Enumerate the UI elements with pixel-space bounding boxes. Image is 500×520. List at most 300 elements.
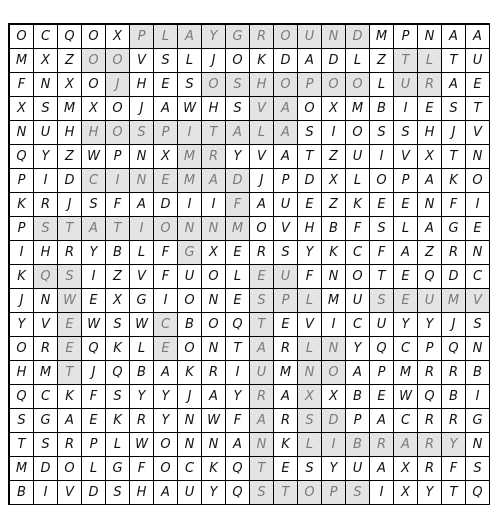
grid-cell[interactable]: S — [34, 97, 58, 121]
grid-cell[interactable]: V — [298, 313, 322, 337]
grid-cell[interactable]: R — [442, 241, 466, 265]
grid-cell[interactable]: L — [370, 73, 394, 97]
grid-cell[interactable]: P — [10, 217, 34, 241]
grid-cell[interactable]: Y — [202, 25, 226, 49]
grid-cell[interactable]: C — [466, 265, 490, 289]
grid-cell[interactable]: O — [466, 169, 490, 193]
grid-cell[interactable]: A — [226, 433, 250, 457]
grid-cell[interactable]: F — [106, 193, 130, 217]
grid-cell[interactable]: U — [274, 193, 298, 217]
grid-cell[interactable]: S — [58, 265, 82, 289]
grid-cell[interactable]: H — [250, 73, 274, 97]
grid-cell[interactable]: R — [250, 25, 274, 49]
grid-cell[interactable]: S — [250, 289, 274, 313]
grid-cell[interactable]: F — [154, 265, 178, 289]
grid-cell[interactable]: S — [226, 97, 250, 121]
grid-cell[interactable]: S — [82, 193, 106, 217]
grid-cell[interactable]: H — [130, 481, 154, 505]
grid-cell[interactable]: V — [274, 217, 298, 241]
grid-cell[interactable]: V — [130, 265, 154, 289]
grid-cell[interactable]: N — [418, 25, 442, 49]
grid-cell[interactable]: W — [178, 97, 202, 121]
grid-cell[interactable]: T — [58, 361, 82, 385]
grid-cell[interactable]: Y — [154, 409, 178, 433]
grid-cell[interactable]: S — [106, 481, 130, 505]
grid-cell[interactable]: S — [370, 121, 394, 145]
grid-cell[interactable]: R — [202, 145, 226, 169]
grid-cell[interactable]: M — [226, 217, 250, 241]
grid-cell[interactable]: O — [10, 25, 34, 49]
grid-cell[interactable]: F — [10, 73, 34, 97]
grid-cell[interactable]: I — [178, 193, 202, 217]
grid-cell[interactable]: A — [202, 385, 226, 409]
grid-cell[interactable]: A — [418, 169, 442, 193]
grid-cell[interactable]: A — [202, 169, 226, 193]
grid-cell[interactable]: O — [178, 337, 202, 361]
grid-cell[interactable]: L — [154, 25, 178, 49]
grid-cell[interactable]: E — [154, 73, 178, 97]
grid-cell[interactable]: K — [58, 385, 82, 409]
grid-cell[interactable]: X — [394, 481, 418, 505]
grid-cell[interactable]: M — [34, 361, 58, 385]
grid-cell[interactable]: S — [226, 73, 250, 97]
grid-cell[interactable]: P — [274, 289, 298, 313]
grid-cell[interactable]: H — [34, 241, 58, 265]
grid-cell[interactable]: F — [442, 457, 466, 481]
grid-cell[interactable]: Z — [322, 145, 346, 169]
grid-cell[interactable]: V — [394, 145, 418, 169]
grid-cell[interactable]: N — [250, 433, 274, 457]
grid-cell[interactable]: X — [34, 49, 58, 73]
grid-cell[interactable]: P — [154, 121, 178, 145]
grid-cell[interactable]: F — [82, 385, 106, 409]
grid-cell[interactable]: S — [274, 241, 298, 265]
grid-cell[interactable]: X — [106, 25, 130, 49]
grid-cell[interactable]: M — [178, 169, 202, 193]
grid-cell[interactable]: B — [466, 361, 490, 385]
grid-cell[interactable]: R — [370, 433, 394, 457]
grid-cell[interactable]: L — [250, 121, 274, 145]
grid-cell[interactable]: R — [34, 337, 58, 361]
grid-cell[interactable]: S — [106, 385, 130, 409]
grid-cell[interactable]: N — [130, 169, 154, 193]
grid-cell[interactable]: H — [82, 121, 106, 145]
grid-cell[interactable]: Z — [58, 49, 82, 73]
grid-cell[interactable]: B — [442, 385, 466, 409]
grid-cell[interactable]: R — [58, 433, 82, 457]
grid-cell[interactable]: A — [346, 361, 370, 385]
grid-cell[interactable]: U — [250, 361, 274, 385]
grid-cell[interactable]: E — [466, 73, 490, 97]
grid-cell[interactable]: X — [10, 97, 34, 121]
grid-cell[interactable]: L — [346, 49, 370, 73]
grid-cell[interactable]: S — [370, 289, 394, 313]
grid-cell[interactable]: O — [106, 97, 130, 121]
grid-cell[interactable]: R — [34, 193, 58, 217]
grid-cell[interactable]: N — [178, 217, 202, 241]
grid-cell[interactable]: K — [10, 193, 34, 217]
grid-cell[interactable]: A — [274, 97, 298, 121]
grid-cell[interactable]: E — [154, 169, 178, 193]
grid-cell[interactable]: E — [370, 193, 394, 217]
grid-cell[interactable]: O — [274, 73, 298, 97]
grid-cell[interactable]: S — [154, 49, 178, 73]
grid-cell[interactable]: Q — [10, 145, 34, 169]
grid-cell[interactable]: M — [370, 25, 394, 49]
grid-cell[interactable]: P — [82, 433, 106, 457]
grid-cell[interactable]: A — [250, 409, 274, 433]
grid-cell[interactable]: A — [178, 25, 202, 49]
grid-cell[interactable]: R — [202, 361, 226, 385]
grid-cell[interactable]: F — [442, 193, 466, 217]
grid-cell[interactable]: A — [154, 97, 178, 121]
grid-cell[interactable]: O — [10, 337, 34, 361]
grid-cell[interactable]: L — [298, 337, 322, 361]
grid-cell[interactable]: U — [346, 457, 370, 481]
grid-cell[interactable]: Z — [58, 145, 82, 169]
grid-cell[interactable]: L — [82, 457, 106, 481]
grid-cell[interactable]: Y — [418, 313, 442, 337]
grid-cell[interactable]: O — [202, 265, 226, 289]
grid-cell[interactable]: I — [178, 121, 202, 145]
grid-cell[interactable]: H — [202, 97, 226, 121]
grid-cell[interactable]: D — [346, 25, 370, 49]
grid-cell[interactable]: N — [202, 433, 226, 457]
grid-cell[interactable]: N — [34, 289, 58, 313]
grid-cell[interactable]: C — [346, 313, 370, 337]
grid-cell[interactable]: S — [250, 481, 274, 505]
grid-cell[interactable]: E — [394, 265, 418, 289]
grid-cell[interactable]: C — [346, 241, 370, 265]
grid-cell[interactable]: F — [154, 241, 178, 265]
grid-cell[interactable]: R — [442, 409, 466, 433]
grid-cell[interactable]: X — [82, 97, 106, 121]
grid-cell[interactable]: R — [250, 241, 274, 265]
grid-cell[interactable]: M — [274, 361, 298, 385]
grid-cell[interactable]: F — [226, 409, 250, 433]
grid-cell[interactable]: K — [346, 193, 370, 217]
grid-cell[interactable]: N — [34, 73, 58, 97]
grid-cell[interactable]: D — [58, 169, 82, 193]
grid-cell[interactable]: O — [106, 49, 130, 73]
grid-cell[interactable]: E — [154, 337, 178, 361]
grid-cell[interactable]: S — [34, 217, 58, 241]
grid-cell[interactable]: O — [154, 433, 178, 457]
grid-cell[interactable]: Y — [154, 385, 178, 409]
grid-cell[interactable]: L — [418, 49, 442, 73]
grid-cell[interactable]: X — [202, 241, 226, 265]
grid-cell[interactable]: S — [298, 457, 322, 481]
grid-cell[interactable]: B — [346, 385, 370, 409]
grid-cell[interactable]: U — [178, 481, 202, 505]
grid-cell[interactable]: Q — [34, 265, 58, 289]
grid-cell[interactable]: E — [250, 265, 274, 289]
grid-cell[interactable]: A — [394, 433, 418, 457]
grid-cell[interactable]: O — [298, 481, 322, 505]
grid-cell[interactable]: G — [130, 289, 154, 313]
grid-cell[interactable]: O — [202, 73, 226, 97]
grid-cell[interactable]: F — [130, 457, 154, 481]
grid-cell[interactable]: J — [130, 97, 154, 121]
grid-cell[interactable]: E — [394, 193, 418, 217]
grid-cell[interactable]: T — [106, 217, 130, 241]
grid-cell[interactable]: C — [34, 25, 58, 49]
grid-cell[interactable]: N — [130, 145, 154, 169]
grid-cell[interactable]: Z — [418, 241, 442, 265]
grid-cell[interactable]: D — [226, 169, 250, 193]
grid-cell[interactable]: C — [34, 385, 58, 409]
grid-cell[interactable]: N — [202, 337, 226, 361]
grid-cell[interactable]: P — [298, 73, 322, 97]
grid-cell[interactable]: Q — [466, 481, 490, 505]
grid-cell[interactable]: B — [370, 97, 394, 121]
grid-cell[interactable]: D — [274, 49, 298, 73]
grid-cell[interactable]: J — [82, 361, 106, 385]
grid-cell[interactable]: T — [250, 457, 274, 481]
grid-cell[interactable]: C — [154, 313, 178, 337]
grid-cell[interactable]: D — [298, 169, 322, 193]
grid-cell[interactable]: I — [202, 193, 226, 217]
grid-cell[interactable]: N — [178, 433, 202, 457]
grid-cell[interactable]: W — [130, 433, 154, 457]
grid-cell[interactable]: A — [442, 25, 466, 49]
grid-cell[interactable]: I — [10, 241, 34, 265]
grid-cell[interactable]: X — [154, 145, 178, 169]
grid-cell[interactable]: Q — [226, 481, 250, 505]
grid-cell[interactable]: S — [394, 121, 418, 145]
grid-cell[interactable]: P — [418, 337, 442, 361]
grid-cell[interactable]: Y — [130, 385, 154, 409]
grid-cell[interactable]: K — [322, 241, 346, 265]
grid-cell[interactable]: V — [250, 97, 274, 121]
grid-cell[interactable]: O — [82, 49, 106, 73]
grid-cell[interactable]: T — [226, 337, 250, 361]
grid-cell[interactable]: I — [322, 313, 346, 337]
grid-cell[interactable]: E — [274, 313, 298, 337]
grid-cell[interactable]: X — [394, 457, 418, 481]
grid-cell[interactable]: O — [202, 313, 226, 337]
grid-cell[interactable]: Q — [442, 337, 466, 361]
grid-cell[interactable]: D — [322, 409, 346, 433]
grid-cell[interactable]: M — [58, 97, 82, 121]
grid-cell[interactable]: M — [10, 49, 34, 73]
grid-cell[interactable]: I — [394, 97, 418, 121]
grid-cell[interactable]: S — [466, 313, 490, 337]
grid-cell[interactable]: U — [466, 49, 490, 73]
grid-cell[interactable]: V — [466, 289, 490, 313]
grid-cell[interactable]: A — [274, 385, 298, 409]
grid-cell[interactable]: U — [34, 121, 58, 145]
grid-cell[interactable]: V — [58, 481, 82, 505]
grid-cell[interactable]: S — [466, 457, 490, 481]
grid-cell[interactable]: I — [466, 193, 490, 217]
grid-cell[interactable]: N — [202, 217, 226, 241]
grid-cell[interactable]: P — [130, 25, 154, 49]
grid-cell[interactable]: E — [394, 289, 418, 313]
grid-cell[interactable]: S — [34, 433, 58, 457]
grid-cell[interactable]: X — [322, 385, 346, 409]
grid-cell[interactable]: S — [178, 73, 202, 97]
grid-cell[interactable]: A — [130, 193, 154, 217]
grid-cell[interactable]: N — [298, 361, 322, 385]
grid-cell[interactable]: E — [82, 409, 106, 433]
grid-cell[interactable]: Q — [370, 337, 394, 361]
grid-cell[interactable]: N — [466, 337, 490, 361]
grid-cell[interactable]: O — [322, 361, 346, 385]
grid-cell[interactable]: P — [106, 145, 130, 169]
grid-cell[interactable]: Y — [34, 145, 58, 169]
grid-cell[interactable]: W — [394, 385, 418, 409]
grid-cell[interactable]: E — [370, 385, 394, 409]
grid-cell[interactable]: K — [106, 337, 130, 361]
grid-cell[interactable]: O — [154, 217, 178, 241]
grid-cell[interactable]: X — [106, 289, 130, 313]
grid-cell[interactable]: U — [394, 73, 418, 97]
grid-cell[interactable]: A — [154, 361, 178, 385]
grid-cell[interactable]: X — [322, 97, 346, 121]
grid-cell[interactable]: X — [58, 73, 82, 97]
grid-cell[interactable]: K — [274, 433, 298, 457]
grid-cell[interactable]: W — [202, 409, 226, 433]
grid-cell[interactable]: A — [226, 121, 250, 145]
grid-cell[interactable]: M — [394, 361, 418, 385]
grid-cell[interactable]: T — [442, 145, 466, 169]
grid-cell[interactable]: S — [106, 313, 130, 337]
grid-cell[interactable]: D — [82, 481, 106, 505]
grid-cell[interactable]: I — [82, 265, 106, 289]
grid-cell[interactable]: L — [394, 217, 418, 241]
grid-cell[interactable]: J — [10, 289, 34, 313]
grid-cell[interactable]: T — [394, 49, 418, 73]
grid-cell[interactable]: W — [58, 289, 82, 313]
grid-cell[interactable]: N — [322, 25, 346, 49]
grid-cell[interactable]: M — [346, 97, 370, 121]
grid-cell[interactable]: Z — [322, 193, 346, 217]
grid-cell[interactable]: R — [130, 409, 154, 433]
grid-cell[interactable]: T — [442, 49, 466, 73]
grid-cell[interactable]: E — [58, 337, 82, 361]
grid-cell[interactable]: L — [298, 289, 322, 313]
grid-cell[interactable]: F — [298, 265, 322, 289]
grid-cell[interactable]: O — [58, 457, 82, 481]
grid-cell[interactable]: O — [370, 169, 394, 193]
grid-cell[interactable]: A — [298, 49, 322, 73]
grid-cell[interactable]: R — [58, 241, 82, 265]
grid-cell[interactable]: O — [82, 25, 106, 49]
grid-cell[interactable]: U — [178, 265, 202, 289]
grid-cell[interactable]: N — [466, 145, 490, 169]
grid-cell[interactable]: S — [130, 121, 154, 145]
grid-cell[interactable]: U — [370, 313, 394, 337]
grid-cell[interactable]: X — [322, 169, 346, 193]
grid-cell[interactable]: O — [226, 49, 250, 73]
grid-cell[interactable]: A — [370, 409, 394, 433]
grid-cell[interactable]: O — [346, 265, 370, 289]
grid-cell[interactable]: T — [370, 265, 394, 289]
grid-cell[interactable]: S — [442, 97, 466, 121]
grid-cell[interactable]: A — [418, 217, 442, 241]
grid-cell[interactable]: X — [298, 385, 322, 409]
grid-cell[interactable]: C — [178, 457, 202, 481]
grid-cell[interactable]: R — [418, 433, 442, 457]
grid-cell[interactable]: I — [370, 481, 394, 505]
grid-cell[interactable]: K — [442, 169, 466, 193]
grid-cell[interactable]: A — [250, 193, 274, 217]
grid-cell[interactable]: G — [178, 241, 202, 265]
grid-cell[interactable]: J — [58, 193, 82, 217]
grid-cell[interactable]: F — [226, 193, 250, 217]
grid-cell[interactable]: Q — [418, 385, 442, 409]
grid-cell[interactable]: L — [346, 169, 370, 193]
grid-cell[interactable]: G — [466, 409, 490, 433]
grid-cell[interactable]: T — [202, 121, 226, 145]
grid-cell[interactable]: P — [370, 361, 394, 385]
grid-cell[interactable]: E — [58, 313, 82, 337]
grid-cell[interactable]: H — [418, 121, 442, 145]
grid-cell[interactable]: Q — [10, 385, 34, 409]
grid-cell[interactable]: O — [154, 457, 178, 481]
grid-cell[interactable]: M — [442, 289, 466, 313]
grid-cell[interactable]: R — [418, 409, 442, 433]
grid-cell[interactable]: Y — [202, 481, 226, 505]
grid-cell[interactable]: Y — [226, 145, 250, 169]
grid-cell[interactable]: N — [10, 121, 34, 145]
grid-cell[interactable]: T — [274, 481, 298, 505]
grid-cell[interactable]: J — [442, 313, 466, 337]
grid-cell[interactable]: G — [442, 217, 466, 241]
grid-cell[interactable]: K — [178, 361, 202, 385]
grid-cell[interactable]: F — [370, 241, 394, 265]
grid-cell[interactable]: E — [82, 289, 106, 313]
grid-cell[interactable]: I — [34, 481, 58, 505]
grid-cell[interactable]: E — [226, 289, 250, 313]
grid-cell[interactable]: Q — [418, 265, 442, 289]
grid-cell[interactable]: U — [346, 289, 370, 313]
grid-cell[interactable]: J — [178, 385, 202, 409]
grid-cell[interactable]: M — [10, 457, 34, 481]
grid-cell[interactable]: B — [178, 313, 202, 337]
grid-cell[interactable]: O — [346, 121, 370, 145]
grid-cell[interactable]: I — [106, 169, 130, 193]
grid-cell[interactable]: L — [130, 337, 154, 361]
grid-cell[interactable]: Y — [394, 313, 418, 337]
grid-cell[interactable]: N — [202, 289, 226, 313]
grid-cell[interactable]: M — [322, 289, 346, 313]
grid-cell[interactable]: R — [274, 409, 298, 433]
grid-cell[interactable]: P — [322, 481, 346, 505]
grid-cell[interactable]: V — [466, 121, 490, 145]
grid-cell[interactable]: I — [466, 385, 490, 409]
grid-cell[interactable]: Y — [346, 337, 370, 361]
grid-cell[interactable]: R — [418, 361, 442, 385]
grid-cell[interactable]: E — [274, 457, 298, 481]
grid-cell[interactable]: I — [154, 289, 178, 313]
grid-cell[interactable]: P — [394, 25, 418, 49]
grid-cell[interactable]: A — [394, 241, 418, 265]
grid-cell[interactable]: Z — [370, 49, 394, 73]
grid-cell[interactable]: A — [154, 481, 178, 505]
grid-cell[interactable]: L — [130, 241, 154, 265]
grid-cell[interactable]: R — [274, 337, 298, 361]
grid-cell[interactable]: B — [130, 361, 154, 385]
grid-cell[interactable]: A — [58, 409, 82, 433]
grid-cell[interactable]: N — [418, 193, 442, 217]
grid-cell[interactable]: D — [442, 265, 466, 289]
grid-cell[interactable]: B — [10, 481, 34, 505]
grid-cell[interactable]: X — [418, 145, 442, 169]
grid-cell[interactable]: I — [370, 145, 394, 169]
grid-cell[interactable]: A — [82, 217, 106, 241]
